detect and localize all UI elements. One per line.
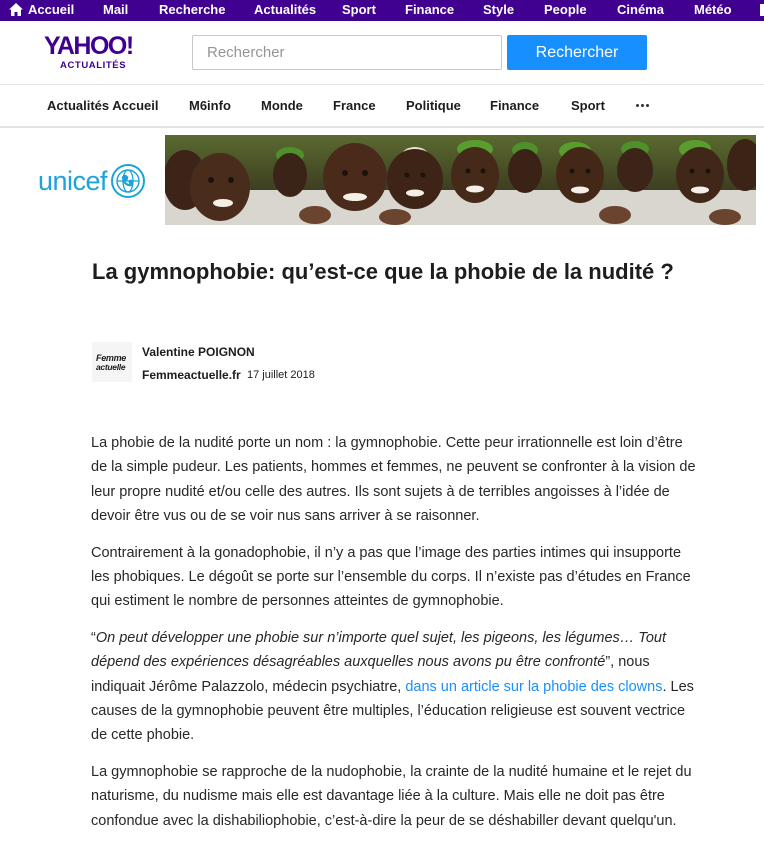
search-input[interactable]	[192, 35, 502, 70]
yahoo-logo[interactable]	[44, 34, 140, 74]
nav-item-sport[interactable]: Sport	[571, 98, 605, 113]
topbar-link-style[interactable]: Style	[483, 2, 515, 17]
paragraph: La phobie de la nudité porte un nom : la gymnophobie. Cette peur irrationnelle est loin d’être de la simple pudeur. Les patients, hommes et femmes, ne peuvent se confronter à la vision de leur propre nudité et/ou celle des autres. Ils sont sujets à de terribles angoisses à l’idée de devoir être vus ou de se voir nus sans arriver à se raisonner.	[91, 435, 696, 524]
topbar-link-accueil[interactable]: Accueil	[28, 2, 75, 17]
unicef-wordmark: unicef	[38, 165, 108, 196]
unicef-logo	[38, 163, 146, 199]
paragraph-end: . Les causes de la gymnophobie peuvent être multiples, l’éducation religieuse est souvent vectrice de cette phobie.	[91, 678, 694, 744]
logo-wordmark: YAHOO!	[44, 32, 133, 60]
quote-text: On peut développer une phobie sur n’importe quel sujet, les pigeons, les légumes… Tout dépend des expériences désagréables auxquelles nous avons pu être confronté	[91, 630, 666, 671]
top-navigation-bar	[0, 0, 764, 21]
quote-open: “	[91, 630, 96, 647]
clown-phobia-article-link[interactable]: dans un article sur la phobie des clowns	[405, 678, 663, 695]
article-body	[91, 431, 701, 845]
nav-item-france[interactable]: France	[333, 98, 376, 113]
paragraph: La gymnophobie se rapproche de la nudophobie, la crainte de la nudité humaine et le rejet du naturisme, du nudisme mais elle est davantage liée à la culture. Mais elle ne doit pas être confondue avec la dishabiliophobie, c’est-à-dire la peur de se déshabiller devant quelqu'un.	[91, 764, 692, 829]
topbar-overflow-edge	[760, 4, 764, 16]
more-icon[interactable]	[636, 104, 649, 107]
topbar-link-recherche[interactable]: Recherche	[159, 2, 226, 17]
nav-item-finance[interactable]: Finance	[490, 98, 540, 113]
search-button[interactable]: Rechercher	[507, 35, 647, 70]
children-photo	[165, 135, 756, 225]
topbar-link-actualites[interactable]: Actualités	[254, 2, 317, 17]
unicef-banner[interactable]	[0, 135, 764, 225]
provider-logo[interactable]	[92, 342, 132, 382]
topbar-link-mail[interactable]: Mail	[103, 2, 129, 17]
section-nav	[0, 85, 764, 128]
quote-attribution: ”, nous indiquait Jérôme Palazzolo, médecin psychiatre,	[91, 654, 650, 695]
provider-logo-line2: actuelle	[96, 362, 126, 372]
nav-item-monde[interactable]: Monde	[261, 98, 303, 113]
provider-logo-line1: Femme	[96, 353, 127, 363]
nav-item-politique[interactable]: Politique	[406, 98, 461, 113]
topbar-link-meteo[interactable]: Météo	[694, 2, 732, 17]
topbar-link-sport[interactable]: Sport	[342, 2, 376, 17]
provider-name[interactable]: Femmeactuelle.fr	[142, 368, 241, 382]
nav-item-actualites-accueil[interactable]: Actualités Accueil	[47, 98, 159, 113]
nav-item-m6info[interactable]: M6info	[189, 98, 231, 113]
topbar-link-people[interactable]: People	[544, 2, 587, 17]
author-name: Valentine POIGNON	[142, 345, 255, 359]
topbar-link-cinema[interactable]: Cinéma	[617, 2, 664, 17]
logo-subtitle: ACTUALITÉS	[60, 60, 127, 71]
paragraph: Contrairement à la gonadophobie, il n’y a pas que l’image des parties intimes qui insupporte les phobiques. Le dégoût se porte sur l’ensemble du corps. Il n’existe pas d’études en France qui estiment le nombre de personnes atteintes de gymnophobie.	[91, 544, 691, 610]
paragraph	[91, 626, 701, 747]
home-icon[interactable]	[9, 3, 23, 16]
site-header	[0, 21, 764, 85]
unicef-globe-icon	[110, 163, 146, 199]
article-title: La gymnophobie: qu’est-ce que la phobie de la nudité ?	[92, 259, 674, 284]
publish-date: 17 juillet 2018	[247, 369, 315, 381]
topbar-link-finance[interactable]: Finance	[405, 2, 455, 17]
